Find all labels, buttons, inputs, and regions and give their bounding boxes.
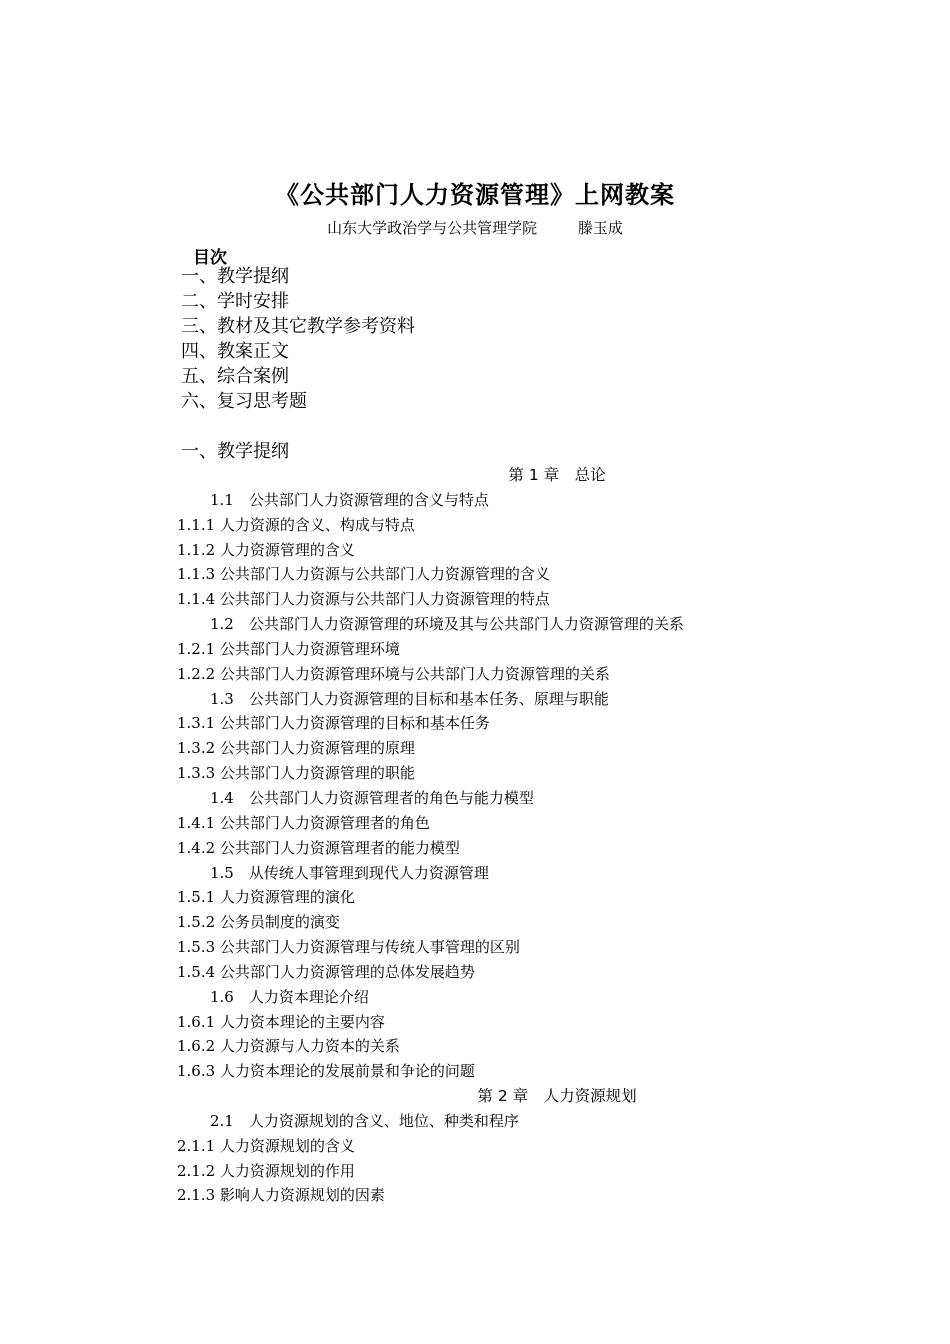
outline-subsection: 1.4.1 公共部门人力资源管理者的角色 [177,813,430,832]
toc-heading: 目次 [193,248,227,268]
outline-subsection: 1.3.2 公共部门人力资源管理的原理 [177,739,415,758]
outline-subsection: 1.3.1 公共部门人力资源管理的目标和基本任务 [177,714,490,733]
outline-subsection: 1.1.1 人力资源的含义、构成与特点 [177,515,415,534]
outline-section: 1.2 公共部门人力资源管理的环境及其与公共部门人力资源管理的关系 [210,615,684,634]
outline-subsection: 2.1.1 人力资源规划的含义 [177,1136,355,1155]
outline-section: 1.6 人力资本理论介绍 [210,987,369,1006]
chapter-heading: 第 1 章 总论 [508,466,606,484]
outline-subsection: 1.5.1 人力资源管理的演化 [177,888,355,907]
toc-item: 一、教学提纲 [181,266,289,287]
outline-subsection: 1.2.1 公共部门人力资源管理环境 [177,639,400,658]
document-title: 《公共部门人力资源管理》上网教案 [275,181,675,209]
outline-subsection: 1.6.2 人力资源与人力资本的关系 [177,1037,400,1056]
outline-section: 1.3 公共部门人力资源管理的目标和基本任务、原理与职能 [210,689,609,708]
chapter-heading: 第 2 章 人力资源规划 [477,1087,637,1106]
outline-subsection: 1.6.3 人力资本理论的发展前景和争论的问题 [177,1062,475,1081]
outline-subsection: 1.5.3 公共部门人力资源管理与传统人事管理的区别 [177,938,520,957]
outline-subsection: 1.5.2 公务员制度的演变 [177,913,340,932]
outline-section: 1.4 公共部门人力资源管理者的角色与能力模型 [210,788,534,807]
outline-subsection: 1.1.4 公共部门人力资源与公共部门人力资源管理的特点 [177,590,550,609]
author-line [0,217,950,238]
outline-subsection: 2.1.2 人力资源规划的作用 [177,1161,355,1180]
outline-subsection: 1.5.4 公共部门人力资源管理的总体发展趋势 [177,962,475,981]
outline-section: 1.5 从传统人事管理到现代人力资源管理 [210,863,489,882]
toc-item: 四、教案正文 [181,341,289,362]
section-heading: 一、教学提纲 [181,441,289,462]
outline-subsection: 1.2.2 公共部门人力资源管理环境与公共部门人力资源管理的关系 [177,664,610,683]
teaching-outline [177,463,917,1208]
outline-subsection: 1.3.3 公共部门人力资源管理的职能 [177,764,415,783]
outline-subsection: 1.4.2 公共部门人力资源管理者的能力模型 [177,838,460,857]
toc-item: 二、学时安排 [181,291,289,312]
outline-section: 1.1 公共部门人力资源管理的含义与特点 [210,490,489,509]
outline-subsection: 1.1.2 人力资源管理的含义 [177,540,355,559]
author-affiliation: 山东大学政治学与公共管理学院 [327,219,538,237]
table-of-contents [181,264,415,414]
outline-subsection: 1.1.3 公共部门人力资源与公共部门人力资源管理的含义 [177,565,550,584]
outline-subsection: 1.6.1 人力资本理论的主要内容 [177,1012,385,1031]
toc-item: 五、综合案例 [181,366,289,387]
outline-section: 2.1 人力资源规划的含义、地位、种类和程序 [210,1111,519,1130]
toc-item: 三、教材及其它教学参考资料 [181,316,415,337]
toc-item: 六、复习思考题 [181,391,307,412]
author-name: 滕玉成 [577,219,623,237]
outline-subsection: 2.1.3 影响人力资源规划的因素 [177,1186,385,1205]
